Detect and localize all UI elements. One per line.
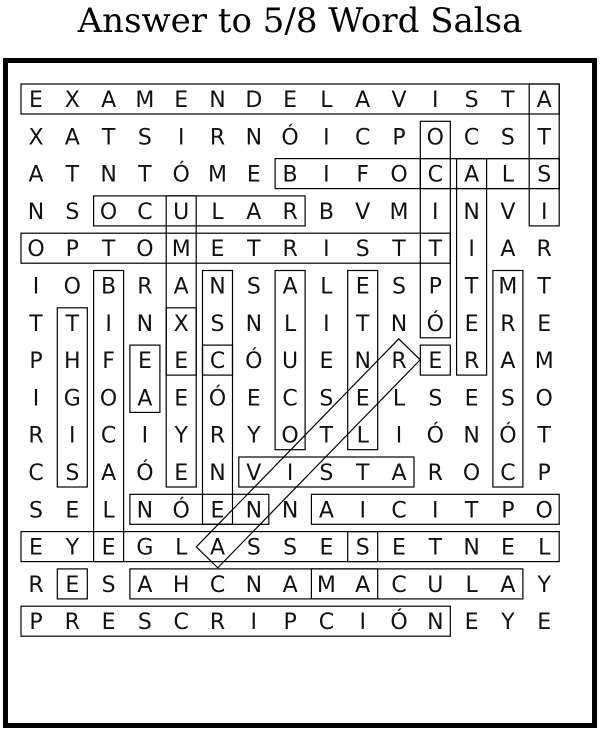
- grid-letter[interactable]: O: [426, 125, 444, 151]
- grid-letter[interactable]: O: [63, 274, 81, 300]
- grid-letter[interactable]: E: [355, 274, 370, 300]
- grid-letter[interactable]: N: [245, 572, 263, 598]
- grid-letter[interactable]: A: [282, 572, 298, 598]
- grid-letter[interactable]: O: [136, 237, 154, 263]
- grid-letter[interactable]: E: [210, 237, 225, 263]
- grid-letter[interactable]: U: [282, 349, 299, 375]
- grid-letter[interactable]: Y: [501, 610, 515, 636]
- grid-letter[interactable]: C: [463, 125, 480, 151]
- grid-letter[interactable]: T: [319, 423, 334, 449]
- grid-letter[interactable]: N: [27, 199, 45, 225]
- grid-letter[interactable]: E: [464, 386, 479, 412]
- grid-letter[interactable]: N: [136, 311, 154, 337]
- found-word-box: [457, 159, 487, 376]
- grid-letter[interactable]: E: [29, 535, 43, 561]
- grid-letter[interactable]: S: [65, 461, 80, 486]
- grid-letter[interactable]: I: [468, 237, 475, 263]
- grid-letter[interactable]: Ó: [172, 162, 190, 188]
- grid-letter[interactable]: S: [246, 274, 261, 300]
- grid-letter[interactable]: A: [137, 572, 153, 598]
- grid-letter[interactable]: O: [462, 461, 481, 486]
- grid-letter[interactable]: S: [428, 386, 443, 412]
- grid-letter[interactable]: C: [355, 125, 371, 151]
- grid-letter[interactable]: I: [432, 88, 439, 113]
- grid-letter[interactable]: I: [432, 498, 439, 524]
- grid-letter[interactable]: T: [537, 125, 551, 151]
- grid-letter[interactable]: V: [355, 199, 371, 225]
- grid-letter[interactable]: L: [392, 386, 406, 412]
- grid-letter[interactable]: Y: [247, 423, 261, 449]
- grid-letter[interactable]: Ó: [172, 498, 190, 524]
- grid-letter[interactable]: N: [100, 162, 117, 188]
- grid-letter[interactable]: C: [427, 162, 443, 188]
- grid-letter[interactable]: A: [101, 88, 117, 113]
- grid-letter[interactable]: S: [392, 274, 406, 300]
- grid-letter[interactable]: I: [395, 423, 403, 449]
- grid-letter[interactable]: P: [501, 498, 515, 524]
- grid-letter[interactable]: Ó: [390, 610, 408, 636]
- grid-letter[interactable]: A: [391, 461, 407, 486]
- grid-letter[interactable]: N: [354, 349, 371, 375]
- grid-letter[interactable]: B: [318, 199, 334, 225]
- grid-letter[interactable]: X: [28, 125, 44, 151]
- grid-letter[interactable]: E: [246, 386, 261, 412]
- grid-letter[interactable]: P: [29, 349, 43, 375]
- grid-letter[interactable]: I: [359, 498, 366, 524]
- grid-letter[interactable]: R: [209, 610, 226, 636]
- grid-letter[interactable]: E: [500, 535, 515, 561]
- grid-letter[interactable]: S: [464, 88, 479, 113]
- grid-letter[interactable]: T: [537, 423, 551, 449]
- grid-letter[interactable]: R: [463, 349, 480, 375]
- found-word-box: [21, 233, 450, 263]
- grid-letter[interactable]: I: [359, 610, 366, 636]
- grid-letter[interactable]: E: [464, 610, 479, 636]
- grid-letter[interactable]: N: [209, 88, 226, 113]
- grid-letter[interactable]: L: [501, 162, 515, 188]
- grid-letter[interactable]: E: [428, 349, 443, 375]
- grid-letter[interactable]: P: [65, 237, 79, 263]
- grid-letter[interactable]: I: [32, 386, 40, 412]
- grid-letter[interactable]: R: [282, 237, 298, 263]
- grid-letter[interactable]: T: [355, 311, 370, 337]
- grid-letter[interactable]: A: [318, 498, 334, 524]
- grid-letter[interactable]: C: [282, 386, 298, 412]
- grid-letter[interactable]: A: [536, 88, 552, 113]
- grid-letter[interactable]: L: [102, 498, 115, 524]
- grid-letter[interactable]: B: [282, 162, 298, 188]
- grid-letter[interactable]: D: [245, 88, 263, 113]
- grid-letter[interactable]: R: [500, 311, 516, 337]
- grid-letter[interactable]: N: [390, 311, 408, 337]
- grid-letter[interactable]: T: [428, 237, 443, 263]
- grid-letter[interactable]: C: [100, 423, 117, 449]
- grid-letter[interactable]: I: [141, 423, 149, 449]
- grid-letter[interactable]: Ó: [208, 386, 227, 412]
- grid-letter[interactable]: E: [174, 461, 189, 486]
- grid-letter[interactable]: E: [537, 311, 552, 337]
- grid-letter[interactable]: F: [102, 349, 115, 375]
- grid-letter[interactable]: R: [28, 572, 44, 598]
- grid-letter[interactable]: N: [136, 498, 154, 524]
- grid-letter[interactable]: A: [28, 162, 44, 188]
- found-word-box: [348, 532, 560, 562]
- grid-letter[interactable]: E: [101, 610, 116, 636]
- found-word-box: [196, 339, 420, 568]
- grid-letter[interactable]: I: [32, 274, 40, 300]
- grid-letter[interactable]: O: [281, 423, 299, 449]
- grid-letter[interactable]: I: [323, 311, 330, 337]
- grid-letter[interactable]: Ó: [426, 423, 444, 449]
- grid-letter[interactable]: E: [65, 572, 80, 598]
- grid-letter[interactable]: I: [286, 461, 294, 486]
- found-word-box: [21, 606, 450, 636]
- grid-letter[interactable]: N: [463, 199, 480, 225]
- grid-letter[interactable]: I: [177, 125, 185, 151]
- grid-letter[interactable]: Ó: [136, 461, 154, 486]
- grid-letter[interactable]: S: [319, 386, 334, 412]
- grid-letter[interactable]: C: [209, 349, 226, 375]
- grid-letter[interactable]: L: [320, 274, 333, 300]
- grid-letter[interactable]: R: [282, 199, 298, 225]
- grid-letter[interactable]: E: [29, 88, 43, 113]
- grid-letter[interactable]: S: [65, 199, 80, 225]
- grid-letter[interactable]: O: [99, 386, 118, 412]
- grid-letter[interactable]: G: [63, 386, 81, 412]
- grid-letter[interactable]: O: [535, 386, 553, 412]
- grid-letter[interactable]: S: [210, 311, 225, 337]
- grid-letter[interactable]: E: [537, 610, 552, 636]
- grid-letter[interactable]: A: [500, 572, 516, 598]
- grid-letter[interactable]: A: [246, 199, 262, 225]
- grid-letter[interactable]: T: [537, 274, 551, 300]
- grid-letter[interactable]: N: [463, 535, 480, 561]
- grid-letter[interactable]: A: [464, 162, 480, 188]
- grid-letter[interactable]: V: [391, 88, 407, 113]
- grid-letter[interactable]: S: [537, 162, 552, 188]
- grid-letter[interactable]: M: [389, 199, 409, 225]
- page-title: Answer to 5/8 Word Salsa: [77, 1, 523, 41]
- grid-letter[interactable]: T: [247, 237, 261, 263]
- grid-letter[interactable]: M: [534, 349, 554, 375]
- grid-letter[interactable]: E: [319, 349, 334, 375]
- grid-letter[interactable]: T: [101, 237, 116, 263]
- grid-letter[interactable]: M: [171, 237, 191, 263]
- found-word-box: [420, 121, 450, 337]
- grid-letter[interactable]: L: [538, 535, 551, 561]
- grid-letter[interactable]: I: [323, 162, 330, 188]
- grid-letter[interactable]: R: [209, 125, 226, 151]
- grid-letter[interactable]: A: [137, 386, 153, 412]
- grid-letter[interactable]: R: [391, 349, 407, 375]
- grid-letter[interactable]: S: [319, 461, 334, 486]
- grid-letter[interactable]: I: [323, 125, 330, 151]
- grid-letter[interactable]: E: [210, 498, 225, 524]
- grid-letter[interactable]: N: [427, 610, 444, 636]
- grid-letter[interactable]: H: [172, 572, 190, 598]
- grid-letter[interactable]: O: [99, 199, 118, 225]
- grid-letter[interactable]: I: [69, 423, 76, 449]
- grid-letter[interactable]: R: [64, 610, 80, 636]
- grid-letter[interactable]: C: [318, 610, 335, 636]
- grid-letter[interactable]: C: [137, 199, 153, 225]
- grid-letter[interactable]: L: [211, 199, 224, 225]
- grid-letter[interactable]: A: [209, 535, 226, 561]
- grid-letter[interactable]: E: [174, 349, 189, 375]
- grid-letter[interactable]: Ó: [281, 125, 299, 151]
- grid-letter[interactable]: N: [245, 311, 263, 337]
- grid-letter[interactable]: V: [246, 461, 262, 486]
- grid-letter[interactable]: Ó: [499, 423, 517, 449]
- grid-letter[interactable]: R: [427, 461, 443, 486]
- grid-letter[interactable]: X: [64, 88, 80, 113]
- grid-letter[interactable]: C: [391, 498, 407, 524]
- grid-letter[interactable]: P: [283, 610, 297, 636]
- grid-letter[interactable]: I: [105, 311, 112, 337]
- grid-letter[interactable]: P: [29, 610, 43, 636]
- grid-letter[interactable]: S: [283, 535, 298, 561]
- grid-letter[interactable]: V: [500, 199, 516, 225]
- grid-letter[interactable]: S: [355, 535, 370, 561]
- found-word-box: [311, 569, 523, 599]
- grid-letter[interactable]: A: [101, 461, 117, 486]
- grid-letter[interactable]: Y: [174, 423, 188, 449]
- grid-letter[interactable]: U: [427, 572, 444, 598]
- grid-letter[interactable]: L: [356, 423, 369, 449]
- grid-letter[interactable]: T: [464, 498, 479, 524]
- grid-letter[interactable]: E: [464, 311, 479, 337]
- grid-letter[interactable]: N: [463, 423, 480, 449]
- grid-letter[interactable]: I: [432, 199, 439, 225]
- grid-letter[interactable]: N: [245, 498, 263, 524]
- grid-letter[interactable]: L: [465, 572, 478, 598]
- grid-letter[interactable]: T: [101, 125, 116, 151]
- grid-letter[interactable]: T: [428, 535, 443, 561]
- grid-letter[interactable]: G: [136, 535, 154, 561]
- grid-letter[interactable]: I: [540, 199, 548, 225]
- grid-letter[interactable]: S: [137, 610, 152, 636]
- grid-letter[interactable]: X: [173, 311, 189, 337]
- grid-letter[interactable]: T: [65, 311, 80, 337]
- grid-letter[interactable]: S: [137, 125, 152, 151]
- grid-letter[interactable]: E: [174, 88, 189, 113]
- grid-letter[interactable]: E: [101, 535, 116, 561]
- grid-letter[interactable]: E: [319, 535, 334, 561]
- grid-letter[interactable]: P: [537, 461, 551, 486]
- grid-letter[interactable]: A: [282, 274, 298, 300]
- grid-letter[interactable]: L: [175, 535, 188, 561]
- grid-letter[interactable]: L: [283, 311, 297, 337]
- grid-letter[interactable]: L: [320, 88, 333, 113]
- grid-letter[interactable]: T: [29, 311, 43, 337]
- grid-letter[interactable]: N: [209, 461, 226, 486]
- grid-letter[interactable]: A: [355, 88, 371, 113]
- grid-letter[interactable]: E: [246, 162, 261, 188]
- grid-letter[interactable]: B: [101, 274, 117, 300]
- grid-letter[interactable]: I: [250, 610, 258, 636]
- grid-letter[interactable]: R: [536, 237, 552, 263]
- grid-letter[interactable]: E: [392, 535, 406, 561]
- grid-letter[interactable]: F: [356, 162, 370, 188]
- grid-letter[interactable]: T: [392, 237, 406, 263]
- grid-letter[interactable]: A: [64, 125, 80, 151]
- grid-letter[interactable]: S: [29, 498, 43, 524]
- grid-letter[interactable]: N: [209, 274, 226, 300]
- grid-letter[interactable]: T: [501, 88, 515, 113]
- grid-letter[interactable]: I: [323, 237, 330, 263]
- word-search-board[interactable]: [3, 58, 597, 728]
- found-word-box: [94, 196, 306, 226]
- found-word-box: [493, 271, 523, 488]
- grid-letter[interactable]: E: [137, 349, 152, 375]
- grid-letter[interactable]: E: [283, 88, 298, 113]
- grid-letter[interactable]: O: [27, 237, 45, 263]
- grid-letter[interactable]: Y: [537, 572, 551, 598]
- grid-letter[interactable]: Y: [65, 535, 80, 561]
- grid-letter[interactable]: E: [65, 498, 80, 524]
- grid-letter[interactable]: H: [64, 349, 81, 375]
- grid-letter[interactable]: S: [101, 572, 116, 598]
- grid-letter[interactable]: M: [316, 572, 336, 598]
- grid-letter[interactable]: R: [137, 274, 153, 300]
- grid-letter[interactable]: C: [500, 461, 516, 486]
- grid-letter[interactable]: Ó: [426, 311, 444, 337]
- grid-letter[interactable]: A: [355, 572, 371, 598]
- grid-letter[interactable]: N: [281, 498, 299, 524]
- grid-letter[interactable]: M: [135, 88, 155, 113]
- grid-letter[interactable]: Ó: [245, 349, 263, 375]
- grid-letter[interactable]: U: [173, 199, 190, 225]
- grid-letter[interactable]: O: [390, 162, 408, 188]
- grid-letter[interactable]: N: [245, 125, 263, 151]
- grid-letter[interactable]: S: [355, 237, 370, 263]
- grid-letter[interactable]: M: [498, 274, 518, 300]
- grid-letter[interactable]: T: [138, 162, 152, 188]
- grid-letter[interactable]: O: [535, 498, 553, 524]
- grid-letter[interactable]: C: [209, 572, 226, 598]
- grid-letter[interactable]: R: [28, 423, 44, 449]
- grid-letter[interactable]: S: [500, 125, 515, 151]
- grid-letter[interactable]: S: [500, 386, 515, 412]
- grid-letter[interactable]: M: [208, 162, 227, 188]
- grid-letter[interactable]: A: [500, 349, 516, 375]
- letter-grid[interactable]: [8, 63, 592, 723]
- found-word-box: [275, 159, 559, 189]
- grid-letter[interactable]: C: [391, 572, 407, 598]
- grid-letter[interactable]: E: [355, 386, 370, 412]
- grid-letter[interactable]: C: [173, 610, 189, 636]
- grid-letter[interactable]: R: [209, 423, 226, 449]
- grid-letter[interactable]: A: [173, 274, 189, 300]
- grid-letter[interactable]: P: [392, 125, 406, 151]
- grid-letter[interactable]: T: [65, 162, 80, 188]
- grid-letter[interactable]: T: [355, 461, 370, 486]
- grid-letter[interactable]: E: [174, 386, 189, 412]
- grid-letter[interactable]: T: [464, 274, 479, 300]
- grid-letter[interactable]: C: [28, 461, 44, 486]
- grid-letter[interactable]: S: [246, 535, 261, 561]
- grid-letter[interactable]: A: [500, 237, 516, 263]
- grid-letter[interactable]: P: [428, 274, 442, 300]
